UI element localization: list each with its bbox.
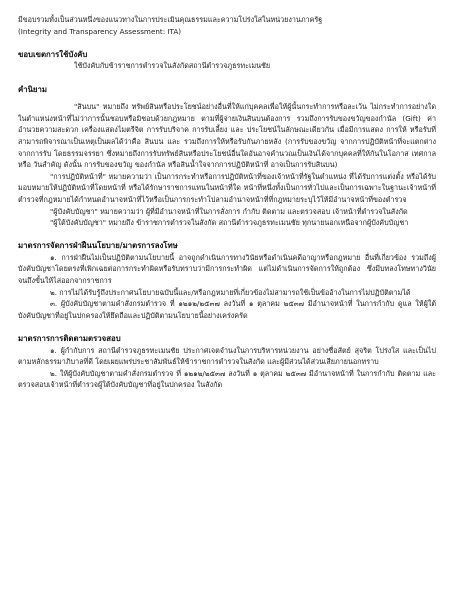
measure-item-1: ๑. การฝ่าฝืนไม่เป็นปฏิบัติตามนโยบายนี้ อาจถูกดำเนินการทางวินัยหรือดำเนินคดีอาญาหรือกฎหมาย อื่นที่เกี่ยวข้อง รวมถึงผู้บังคับบัญชาโดยตรงที่เพิกเฉยต่อการกระทำผิดหรือรับทราบว่ามีการกระทำผิด แต่ไม่ดำเนินการจัดการให้ถูกต้อง ซึ่งมีบทลงโทษทางวินัยจนถึงขั้นให้ไล่ออกจากราชการ: [18, 252, 436, 286]
intro-line-ita: (Integrity and Transparency Assessment: ITA): [18, 26, 182, 36]
definition-bribe: "สินบน" หมายถึง ทรัพย์สินหรือประโยชน์อย่างอื่นที่ให้แก่บุคคลเพื่อให้ผู้นั้นกระทำการหรือละเว้น ไม่กระทำการอย่างใดในตำแหน่งหน้าที่ไม่ว่าการนั้นชอบหรือมิชอบด้วยกฎหมาย ตามที่ผู้จ่ายเงินสินบนต้องการ รวมถึงการรับของขวัญของกำนัล (Gift) ค่าอำนวยความสะดวก เครื่องแสดงไมตรีจิต การรับบริจาค การรับเลี้ยง และ ประโยชน์ในลักษณะเดียวกัน เมื่อมีการแสดง การให้ หรือรับที่สามารถพิจารณาเป็นเหตุเป็นผลได้ว่าคือ สินบน และ รวมถึงการให้หรือรับกันภายหลัง (การรับของขวัญ จากการปฏิบัติหน้าที่จะแตกต่างจากการรับ โดยธรรมจรรยา ซึ่งหมายถึงการรับทรัพย์สินหรือประโยชน์อื่นใดอันอาจคำนวณเป็นเงินได้จากบุคคลที่ให้กันในโอกาส เทศกาล หรือ วันสำคัญ ดังนั้น การรับของขวัญ ของกำนัล หรือสินน้ำใจจากการปฏิบัติหน้าที่ อาจเป็นการรับสินบน): [18, 102, 436, 170]
scope-text: ใช้บังคับกับข้าราชการตำรวจในสังกัดสถานีตำรวจภูธรทะเมนชัย: [74, 61, 271, 71]
definition-supervisor: "ผู้บังคับบัญชา" หมายความว่า ผู้ที่มีอำนาจหน้าที่ในการสั่งการ กำกับ ติดตาม และตรวจสอบ เจ้าหน้าที่ตำรวจในสังกัด: [50, 206, 408, 216]
monitoring-item-1: ๑. ผู้กำกับการ สถานีตำรวจภูธรทะเมนชัย ประกาศเจตจำนงในการบริหารหน่วยงาน อย่างซื่อสัตย์ สุจริต โปร่งใส และเป็นไปตามหลักธรรมาภิบาลที่ดี โดยเผยแพร่ประชาสัมพันธ์ให้ข้าราชการตำรวจในสังกัด และผู้มีส่วนได้ส่วนเสียภายนอกทราบ: [18, 345, 436, 367]
definitions-heading: คำนิยาม: [18, 84, 48, 94]
definition-duty: "การปฏิบัติหน้าที่" หมายความว่า เป็นการกระทำหรือการปฏิบัติหน้าที่ของเจ้าหน้าที่รัฐในตำแหน่ง ที่ได้รับการแต่งตั้ง หรือได้รับมอบหมายให้ปฏิบัติหน้าที่โดยหน้าที่ หรือได้รักษาราชการแทนในหน้าที่ใด หน้าที่หนึ่งทั้งเป็นการทั่วไปและเป็นการเฉพาะในฐานะเจ้าหน้าที่ตำรวจที่กฎหมายได้กำหนดอำนาจหน้าที่ไว้หรือเป็นการกระทำโปลามอำนาจหน้าที่ที่กฎหมายระบุไว้ให้มีอำนาจหน้าที่ของตำรวจ: [18, 171, 436, 204]
definition-subordinate: "ผู้ใต้บังคับบัญชา" หมายถึง ข้าราชการตำรวจในสังกัด สถานีตำรวจภูธรทะเมนชัย ทุกนายนอกเหนือจากผู้บังคับบัญชา: [50, 218, 409, 228]
scope-heading: ขอบเขตการใช้บังคับ: [18, 49, 88, 59]
intro-line: มีขอบรวมทั้งเป็นส่วนหนึ่งของแนวทางในการประเมินคุณธรรมและความโปร่งใสในหน่วยงานภาครัฐ: [18, 15, 323, 24]
measure-item-3: ๓. ผู้บังคับบัญชาตามคำสั่งกรมตำรวจ ที่ ๑๒๑๒/๒๕๓๗ ลงวันที่ ๑ ตุลาคม ๒๕๓๗ มีอำนาจหน้าที่ ในการกำกับ ดูแล ให้ผู้ใต้บังคับบัญชาที่อยู่ในปกครองให้ยึดถือและปฏิบัติตามนโยบายนี้อย่างเคร่งครัด: [18, 299, 436, 320]
monitoring-heading: มาตรการการติดตามตรวจสอบ: [18, 334, 121, 344]
monitoring-item-2: ๒. ให้ผู้บังคับบัญชาตามคำสั่งกรมตำรวจ ที่ ๑๒๑๒/๒๕๓๗ ลงวันที่ ๑ ตุลาคม ๒๕๓๗ มีอำนาจหน้าที่ ในการกำกับ ติดตาม และตรวจสอบเจ้าหน้าที่ตำรวจผู้ใต้บังคับบัญชาที่อยู่ในปกครอง ในสังกัด: [18, 368, 436, 390]
measures-heading: มาตรการจัดการฝ่าฝืนนโยบาย/มาตรการลงโทษ: [18, 241, 178, 251]
measure-item-2: ๒. การไม่ได้รับรู้ถึงประกาศนโยบายฉบับนี้และ/หรือกฎหมายที่เกี่ยวข้องไม่สามารถใช้เป็นข้ออ้างในการไม่ปฏิบัติตามได้: [50, 287, 411, 297]
